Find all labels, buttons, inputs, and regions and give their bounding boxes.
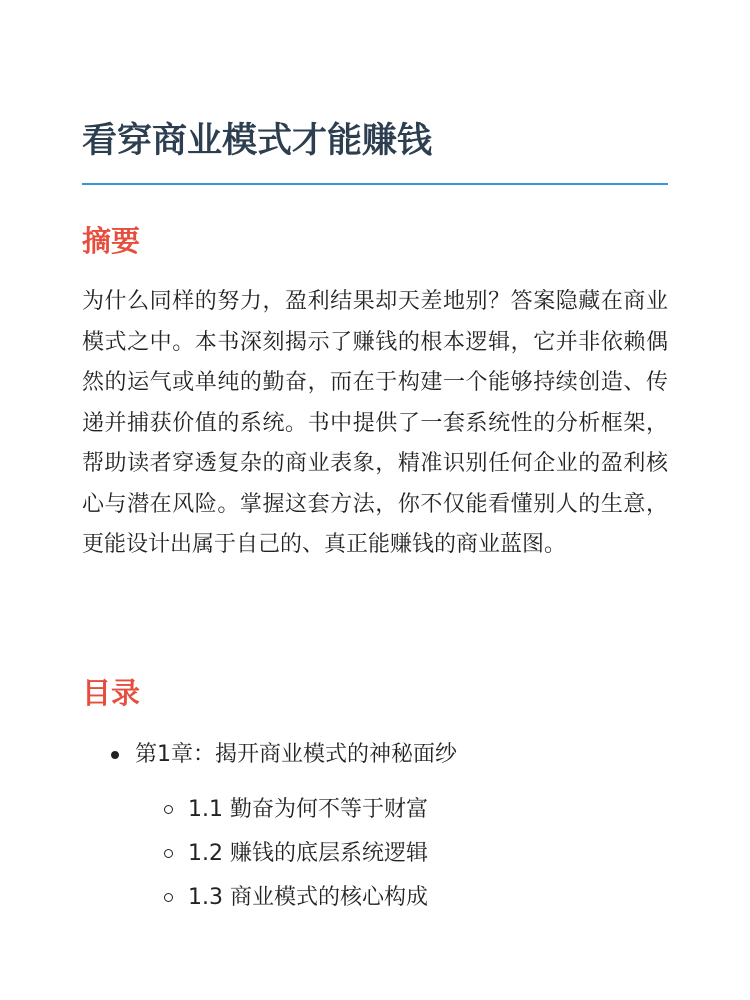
hollow-bullet-icon bbox=[164, 893, 173, 902]
title-divider bbox=[82, 183, 668, 185]
book-title: 看穿商业模式才能赚钱 bbox=[82, 121, 433, 161]
toc-chapter-label: 第1章：揭开商业模式的神秘面纱 bbox=[135, 742, 457, 767]
filled-bullet-icon bbox=[111, 751, 119, 759]
toc-section-list bbox=[82, 792, 668, 924]
toc-heading: 目录 bbox=[82, 676, 141, 710]
summary-heading: 摘要 bbox=[82, 224, 141, 258]
toc-chapter-item bbox=[82, 736, 668, 910]
toc-section-item bbox=[82, 836, 668, 880]
summary-paragraph: 为什么同样的努力，盈利结果却天差地别？答案隐藏在商业模式之中。本书深刻揭示了赚钱的根本逻辑，它并非依赖偶然的运气或单纯的勤奋，而在于构建一个能够持续创造、传递并捕获价值的系统。书中提供了一套系统性的分析框架，帮助读者穿透复杂的商业表象，精准识别任何企业的盈利核心与潜在风险。掌握这套方法，你不仅能看懂别人的生意，更能设计出属于自己的、真正能赚钱的商业蓝图。 bbox=[82, 289, 668, 557]
toc-section-item bbox=[82, 792, 668, 836]
toc-section-label: 1.3 商业模式的核心构成 bbox=[188, 885, 428, 910]
toc-list bbox=[82, 736, 668, 910]
hollow-bullet-icon bbox=[164, 849, 173, 858]
toc-section-item bbox=[82, 880, 668, 924]
toc-section-label: 1.2 赚钱的底层系统逻辑 bbox=[188, 841, 428, 866]
hollow-bullet-icon bbox=[164, 805, 173, 814]
toc-section-label: 1.1 勤奋为何不等于财富 bbox=[188, 797, 428, 822]
